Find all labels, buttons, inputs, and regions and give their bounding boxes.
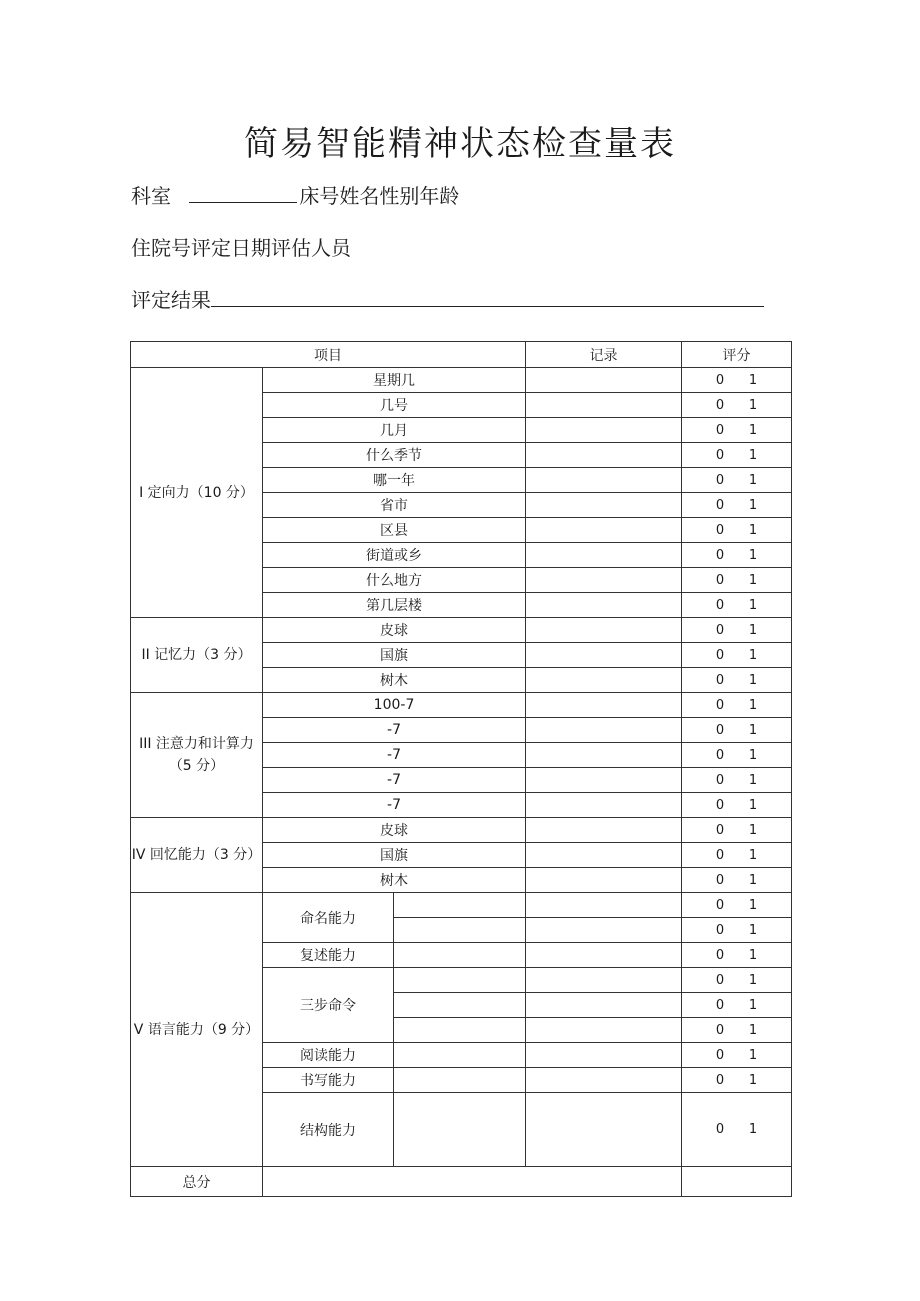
record-cell[interactable] [526, 543, 682, 568]
sub-cell[interactable] [394, 968, 526, 993]
record-cell[interactable] [526, 1043, 682, 1068]
item: 几号 [263, 393, 526, 418]
table-row [131, 693, 792, 718]
record-cell[interactable] [526, 618, 682, 643]
item: 皮球 [263, 618, 526, 643]
record-cell[interactable] [526, 493, 682, 518]
score-cell[interactable]: 0 1 [682, 443, 792, 468]
table-row [131, 818, 792, 843]
score-cell[interactable]: 0 1 [682, 793, 792, 818]
item: 三步命令 [263, 968, 394, 1043]
record-cell[interactable] [526, 868, 682, 893]
score-cell[interactable]: 0 1 [682, 543, 792, 568]
total-label: 总分 [131, 1167, 263, 1197]
record-cell[interactable] [526, 593, 682, 618]
info-line-2 [131, 232, 351, 261]
item: 命名能力 [263, 893, 394, 943]
item: 树木 [263, 668, 526, 693]
header-item: 项目 [131, 342, 526, 368]
item: -7 [263, 768, 526, 793]
record-cell[interactable] [526, 1018, 682, 1043]
table-row [131, 618, 792, 643]
admission-date-assessor-label: 住院号评定日期评估人员 [131, 236, 351, 260]
record-cell[interactable] [526, 368, 682, 393]
item: 复述能力 [263, 943, 394, 968]
section-attention-calculation: III 注意力和计算力（5 分） [131, 693, 263, 818]
assessment-table [130, 341, 792, 1197]
item: 国旗 [263, 643, 526, 668]
record-cell[interactable] [526, 518, 682, 543]
item: -7 [263, 718, 526, 743]
record-cell[interactable] [526, 443, 682, 468]
sub-cell[interactable] [394, 1068, 526, 1093]
item: 几月 [263, 418, 526, 443]
record-cell[interactable] [526, 668, 682, 693]
record-cell[interactable] [526, 893, 682, 918]
record-cell[interactable] [526, 743, 682, 768]
result-label: 评定结果 [131, 288, 211, 312]
item: -7 [263, 743, 526, 768]
record-cell[interactable] [526, 818, 682, 843]
score-cell[interactable]: 0 1 [682, 393, 792, 418]
score-cell[interactable]: 0 1 [682, 518, 792, 543]
item: 区县 [263, 518, 526, 543]
dept-blank[interactable] [189, 202, 297, 203]
score-cell[interactable]: 0 1 [682, 943, 792, 968]
score-cell[interactable]: 0 1 [682, 368, 792, 393]
sub-cell[interactable] [394, 893, 526, 918]
score-cell[interactable]: 0 1 [682, 818, 792, 843]
record-cell[interactable] [526, 1093, 682, 1167]
item: 哪一年 [263, 468, 526, 493]
info-line-3 [131, 284, 764, 313]
score-cell[interactable]: 0 1 [682, 993, 792, 1018]
item: 皮球 [263, 818, 526, 843]
score-cell[interactable]: 0 1 [682, 868, 792, 893]
score-cell[interactable]: 0 1 [682, 893, 792, 918]
record-cell[interactable] [526, 393, 682, 418]
sub-cell[interactable] [394, 918, 526, 943]
score-cell[interactable]: 0 1 [682, 418, 792, 443]
item: 街道或乡 [263, 543, 526, 568]
item: 树木 [263, 868, 526, 893]
section-orientation: I 定向力（10 分） [131, 368, 263, 618]
score-cell[interactable]: 0 1 [682, 768, 792, 793]
score-cell[interactable]: 0 1 [682, 1093, 792, 1167]
item: 省市 [263, 493, 526, 518]
item: 阅读能力 [263, 1043, 394, 1068]
score-cell[interactable]: 0 1 [682, 593, 792, 618]
sub-cell[interactable] [394, 943, 526, 968]
record-cell[interactable] [526, 693, 682, 718]
table-row [131, 893, 792, 918]
score-cell[interactable]: 0 1 [682, 643, 792, 668]
score-cell[interactable]: 0 1 [682, 618, 792, 643]
record-cell[interactable] [526, 918, 682, 943]
item: 结构能力 [263, 1093, 394, 1167]
item: 国旗 [263, 843, 526, 868]
sub-cell[interactable] [394, 993, 526, 1018]
record-cell[interactable] [526, 718, 682, 743]
record-cell[interactable] [526, 1068, 682, 1093]
score-cell[interactable]: 0 1 [682, 1043, 792, 1068]
header-score: 评分 [682, 342, 792, 368]
item: 书写能力 [263, 1068, 394, 1093]
record-cell[interactable] [526, 968, 682, 993]
score-cell[interactable]: 0 1 [682, 1018, 792, 1043]
score-cell[interactable]: 0 1 [682, 693, 792, 718]
score-cell[interactable]: 0 1 [682, 668, 792, 693]
item: 100-7 [263, 693, 526, 718]
score-cell[interactable]: 0 1 [682, 718, 792, 743]
record-cell[interactable] [526, 418, 682, 443]
item: -7 [263, 793, 526, 818]
sub-cell[interactable] [394, 1043, 526, 1068]
result-blank[interactable] [211, 306, 764, 307]
table-row [131, 368, 792, 393]
record-cell[interactable] [526, 643, 682, 668]
score-cell[interactable]: 0 1 [682, 1068, 792, 1093]
score-cell[interactable]: 0 1 [682, 743, 792, 768]
record-cell[interactable] [526, 943, 682, 968]
score-cell[interactable]: 0 1 [682, 468, 792, 493]
record-cell[interactable] [526, 568, 682, 593]
section-recall: IV 回忆能力（3 分） [131, 818, 263, 893]
table-header-row [131, 342, 792, 368]
item: 什么季节 [263, 443, 526, 468]
score-cell[interactable]: 0 1 [682, 568, 792, 593]
bed-name-sex-age-label: 床号姓名性别年龄 [299, 184, 460, 208]
info-line-1 [131, 180, 459, 209]
item: 星期几 [263, 368, 526, 393]
dept-label: 科室 [131, 184, 171, 208]
record-cell[interactable] [526, 468, 682, 493]
total-record-cell[interactable] [263, 1167, 682, 1197]
item: 什么地方 [263, 568, 526, 593]
total-row [131, 1167, 792, 1197]
sub-cell[interactable] [394, 1018, 526, 1043]
section-language: V 语言能力（9 分） [131, 893, 263, 1167]
page-title: 简易智能精神状态检查量表 [244, 124, 676, 164]
score-cell[interactable]: 0 1 [682, 493, 792, 518]
record-cell[interactable] [526, 843, 682, 868]
score-cell[interactable]: 0 1 [682, 843, 792, 868]
record-cell[interactable] [526, 993, 682, 1018]
score-cell[interactable]: 0 1 [682, 918, 792, 943]
section-memory: II 记忆力（3 分） [131, 618, 263, 693]
total-score-cell[interactable] [682, 1167, 792, 1197]
sub-cell[interactable] [394, 1093, 526, 1167]
record-cell[interactable] [526, 793, 682, 818]
score-cell[interactable]: 0 1 [682, 968, 792, 993]
header-record: 记录 [526, 342, 682, 368]
record-cell[interactable] [526, 768, 682, 793]
item: 第几层楼 [263, 593, 526, 618]
